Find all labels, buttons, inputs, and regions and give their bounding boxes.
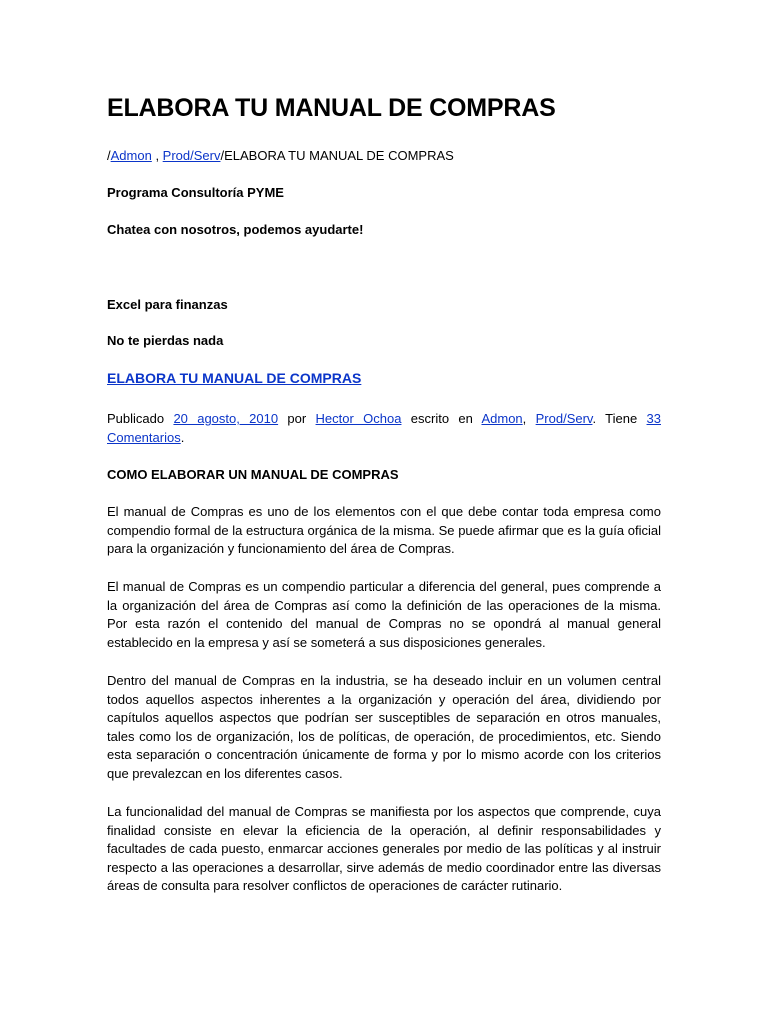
meta-author-link[interactable]: Hector Ochoa <box>315 411 402 426</box>
meta-has-label: . Tiene <box>592 411 638 426</box>
breadcrumb-link-admon[interactable]: Admon <box>110 148 152 163</box>
post-title <box>107 370 361 386</box>
meta-comments-link[interactable]: Comentarios <box>107 429 181 445</box>
breadcrumb-link-prodserv[interactable]: Prod/Serv <box>162 148 221 163</box>
meta-comma: , <box>522 411 527 426</box>
meta-comments-count-link[interactable]: 33 <box>646 411 661 426</box>
meta-published-label: Publicado <box>107 411 165 426</box>
promo-consultoria: Programa Consultoría PYME <box>107 185 284 200</box>
meta-written-in-label: escrito en <box>410 411 473 426</box>
post-title-link[interactable]: ELABORA TU MANUAL DE COMPRAS <box>107 370 362 386</box>
post-meta <box>107 410 661 447</box>
promo-newsletter: No te pierdas nada <box>107 333 224 348</box>
meta-date-link[interactable]: 20 agosto, 2010 <box>173 411 279 426</box>
breadcrumb-separator: , <box>151 148 163 163</box>
paragraph-4: La funcionalidad del manual de Compras se manifiesta por los aspectos que comprende, cuya finalidad consiste en elevar la eficiencia de la operación, al definir responsabilidades y facultades de cada puesto, enmarcar acciones generales por medio de las políticas y al instruir respecto a las operaciones a desarrollar, sirve además de medio coordinador entre las diversas áreas de consulta para resolver conflictos de operaciones de carácter rutinario. <box>107 804 661 894</box>
page-title: ELABORA TU MANUAL DE COMPRAS <box>107 94 556 122</box>
paragraph-1: El manual de Compras es uno de los elementos con el que debe contar toda empresa como compendio formal de la estructura orgánica de la misma. Se puede afirmar que es la guía oficial para la organización y funcionamiento del área de Compras. <box>107 504 661 557</box>
promo-excel: Excel para finanzas <box>107 297 228 312</box>
meta-category-prodserv-link[interactable]: Prod/Serv <box>535 411 593 426</box>
meta-period: . <box>180 429 185 445</box>
meta-by-label: por <box>287 411 307 426</box>
breadcrumb <box>107 147 454 166</box>
breadcrumb-current: /ELABORA TU MANUAL DE COMPRAS <box>220 148 454 163</box>
subheading: COMO ELABORAR UN MANUAL DE COMPRAS <box>107 467 399 482</box>
promo-chat: Chatea con nosotros, podemos ayudarte! <box>107 222 364 237</box>
meta-category-admon-link[interactable]: Admon <box>481 411 523 426</box>
paragraph-3: Dentro del manual de Compras en la industria, se ha deseado incluir en un volumen central todos aquellos aspectos inherentes a la organización y operación del área, dividiendo por capítulos aquellos aspectos que podrían ser susceptibles de separación en otros manuales, tales como los de organización, los de políticas, de operación, de procedimientos, etc. Siendo esta separación o concentración únicamente de forma y por lo mismo acorde con los criterios que prevalezcan en los diferentes casos. <box>107 673 661 781</box>
paragraph-2: El manual de Compras es un compendio particular a diferencia del general, pues comprende a la organización del área de Compras así como la definición de las operaciones de la misma. Por esta razón el contenido del manual de Compras no se opondrá al manual general establecido en la empresa y así se someterá a sus disposiciones generales. <box>107 579 661 650</box>
breadcrumb-prefix: / <box>107 148 111 163</box>
